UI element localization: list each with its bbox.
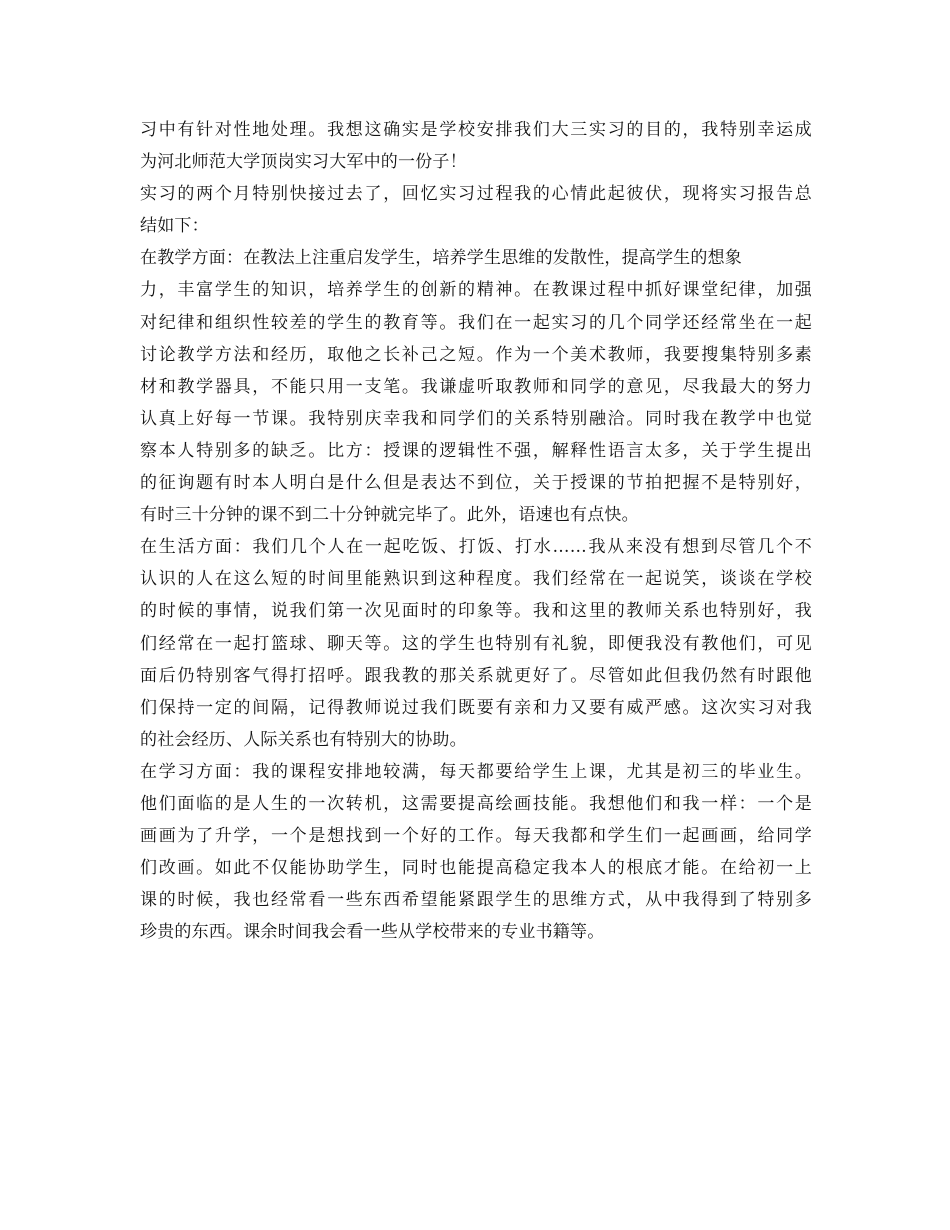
text-line: 的时候的事情，说我们第一次见面时的印象等。我和这里的教师关系也特别好，我 bbox=[140, 601, 812, 622]
text-line: 有时三十分钟的课不到二十分钟就完毕了。此外，语速也有点快。 bbox=[140, 505, 639, 526]
text-line: 课的时候，我也经常看一些东西希望能紧跟学生的思维方式，从中我得到了特别多 bbox=[140, 890, 812, 911]
text-line: 他们面临的是人生的一次转机，这需要提高绘画技能。我想他们和我一样：一个是 bbox=[140, 793, 812, 814]
text-line: 们保持一定的间隔，记得教师说过我们既要有亲和力又要有威严感。这次实习对我 bbox=[140, 697, 812, 718]
text-line: 在生活方面：我们几个人在一起吃饭、打饭、打水……我从来没有想到尽管几个不 bbox=[140, 537, 812, 558]
text-line: 的征询题有时本人明白是什么但是表达不到位，关于授课的节拍把握不是特别好， bbox=[140, 473, 812, 494]
text-line: 画画为了升学，一个是想找到一个好的工作。每天我都和学生们一起画画，给同学 bbox=[140, 826, 812, 847]
text-line: 在学习方面：我的课程安排地较满，每天都要给学生上课，尤其是初三的毕业生。 bbox=[140, 761, 812, 782]
text-line: 为河北师范大学顶岗实习大军中的一份子！ bbox=[140, 152, 467, 173]
text-line: 力，丰富学生的知识，培养学生的创新的精神。在教课过程中抓好课堂纪律，加强 bbox=[140, 280, 812, 301]
text-line: 材和教学器具，不能只用一支笔。我谦虚听取教师和同学的意见，尽我最大的努力 bbox=[140, 376, 812, 397]
text-line: 结如下： bbox=[140, 216, 209, 237]
body-text bbox=[140, 114, 812, 948]
text-line: 认真上好每一节课。我特别庆幸我和同学们的关系特别融洽。同时我在教学中也觉 bbox=[140, 408, 812, 429]
text-line: 对纪律和组织性较差的学生的教育等。我们在一起实习的几个同学还经常坐在一起 bbox=[140, 312, 812, 333]
text-line: 珍贵的东西。课余时间我会看一些从学校带来的专业书籍等。 bbox=[140, 922, 605, 943]
text-line: 讨论教学方法和经历，取他之长补己之短。作为一个美术教师，我要搜集特别多素 bbox=[140, 344, 812, 365]
text-line: 察本人特别多的缺乏。比方：授课的逻辑性不强，解释性语言太多，关于学生提出 bbox=[140, 440, 812, 461]
text-line: 们改画。如此不仅能协助学生，同时也能提高稳定我本人的根底才能。在给初一上 bbox=[140, 858, 812, 879]
text-line: 的社会经历、人际关系也有特别大的协助。 bbox=[140, 729, 467, 750]
text-line: 实习的两个月特别快接过去了，回忆实习过程我的心情此起彼伏，现将实习报告总 bbox=[140, 184, 812, 205]
text-line: 面后仍特别客气得打招呼。跟我教的那关系就更好了。尽管如此但我仍然有时跟他 bbox=[140, 665, 812, 686]
text-line: 认识的人在这么短的时间里能熟识到这种程度。我们经常在一起说笑，谈谈在学校 bbox=[140, 569, 812, 590]
text-line: 习中有针对性地处理。我想这确实是学校安排我们大三实习的目的，我特别幸运成 bbox=[140, 120, 812, 140]
text-line: 们经常在一起打篮球、聊天等。这的学生也特别有礼貌，即便我没有教他们，可见 bbox=[140, 633, 812, 654]
text-line: 在教学方面：在教法上注重启发学生，培养学生思维的发散性，提高学生的想象 bbox=[140, 248, 742, 269]
